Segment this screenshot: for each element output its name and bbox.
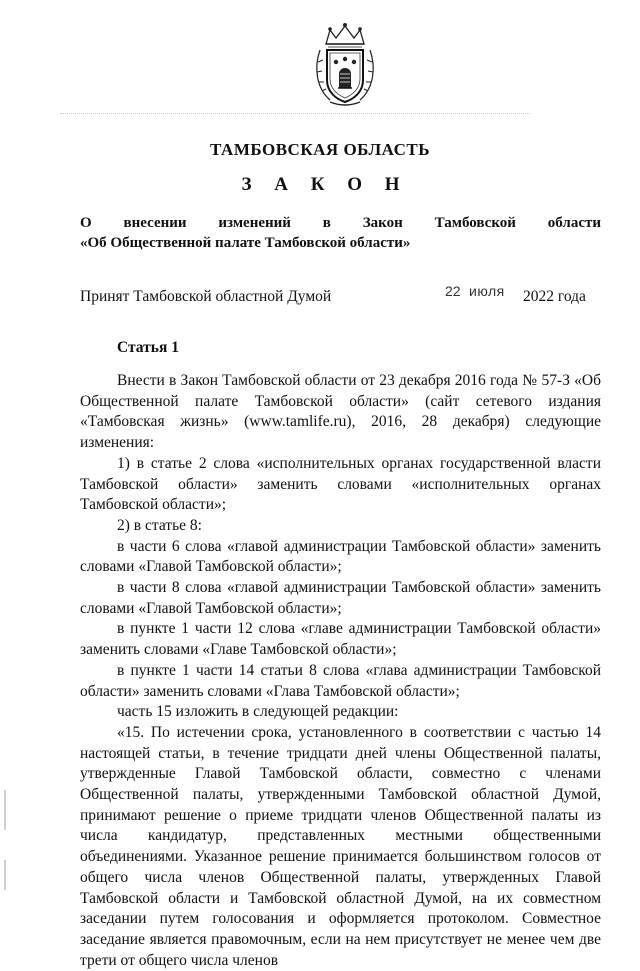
paragraph: «15. По истечении срока, установленного в соответствии с частью 14 настоящей статьи, в течение тридцати дней члены Общественной палаты, утвержденные Главой Тамбовской области, совместно с членами Общественной палаты, утвержденными Тамбовской областной Думой, принимают решение о приеме тридцати членов Общественной палаты из числа кандидатур, представленных местными общественными объединениями. Указанное решение принимается большинством голосов от общего числа членов Общественной палаты, утвержденных Главой Тамбовской области и Тамбовской областной Думой, на их совместном заседании путем голосования и оформляется протоколом. Совместное заседание является правомочным, если на нем присутствует не менее чем две трети от общего числа членов — [80, 723, 601, 969]
tambov-coat-of-arms-icon — [312, 22, 378, 108]
paragraph: 2) в статье 8: — [117, 516, 202, 534]
paragraph: 1) в статье 2 слова «исполнительных органах государственной власти Тамбовской области» заменить словами «исполнительных органах Тамбовской области»; — [80, 454, 601, 514]
scan-edge-mark — [4, 860, 6, 890]
adoption-statement: Принят Тамбовской областной Думой — [80, 288, 332, 305]
adoption-year: 2022 года — [523, 288, 586, 305]
adoption-month: июля — [469, 283, 505, 299]
law-subject — [80, 213, 601, 253]
adoption-day: 22 — [445, 283, 461, 299]
scan-artifact-line — [60, 113, 530, 114]
law-subject-line-1: О внесении изменений в Закон Тамбовской области — [80, 215, 601, 231]
paragraph: часть 15 изложить в следующей редакции: — [117, 703, 399, 721]
paragraph: в части 6 слова «главой администрации Тамбовской области» заменить словами «Главой Тамбовской области»; — [80, 537, 601, 576]
paragraph: Внести в Закон Тамбовской области от 23 декабря 2016 года № 57-З «Об Общественной палате Тамбовской области» (сайт сетевого издания «Тамбовская жизнь» (www.tamlife.ru), 2016, 28 декабря) следующие изменения: — [80, 372, 601, 452]
scan-edge-mark — [4, 790, 6, 830]
paragraph: в пункте 1 части 14 статьи 8 слова «глава администрации Тамбовской области» заменить словами «Глава Тамбовской области»; — [80, 661, 601, 700]
article-body — [80, 371, 601, 971]
article-title: Статья 1 — [117, 339, 179, 356]
paragraph: в части 8 слова «главой администрации Тамбовской области» заменить словами «Главой Тамбовской области»; — [80, 579, 601, 617]
paragraph: в пункте 1 части 12 слова «главе администрации Тамбовской области» заменить словами «Главе Тамбовской области»; — [80, 620, 601, 659]
law-title: З А К О Н — [241, 174, 409, 195]
region-title: ТАМБОВСКАЯ ОБЛАСТЬ — [210, 140, 430, 159]
law-subject-line-2: «Об Общественной палате Тамбовской области» — [80, 235, 411, 251]
